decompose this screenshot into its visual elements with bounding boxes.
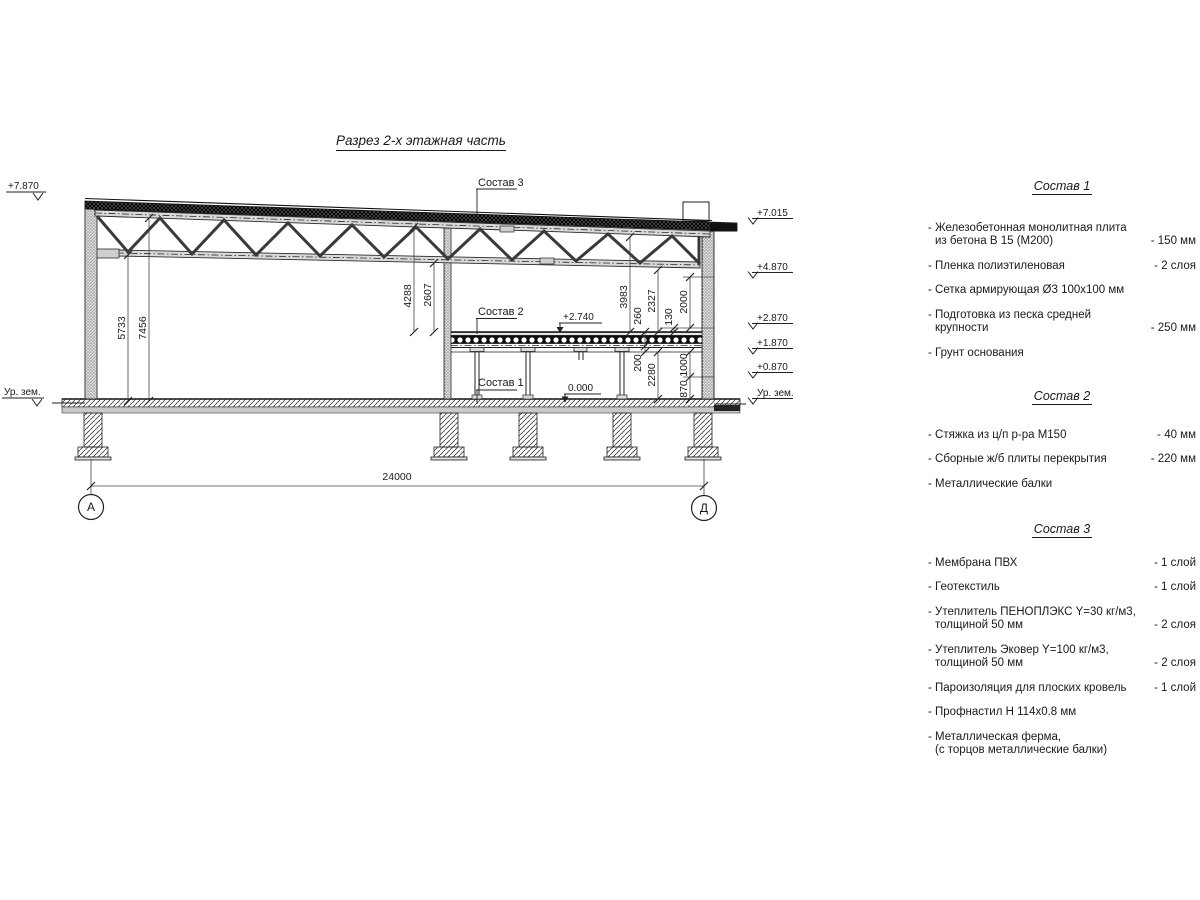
legend-item-text: - Утеплитель Эковер Y=100 кг/м3, толщиной 50 мм xyxy=(928,643,1109,669)
legend-section xyxy=(928,180,1196,360)
legend-item-text: - Пароизоляция для плоских кровель xyxy=(928,681,1127,694)
dim-2280: 2280 xyxy=(646,363,658,387)
dim-4288: 4288 xyxy=(402,284,414,308)
legend-item-text: - Утеплитель ПЕНОПЛЭКС Y=30 кг/м3, толщиной 50 мм xyxy=(928,605,1136,631)
legend-item-value: - 1 слой xyxy=(1153,556,1196,569)
dim-2000: 2000 xyxy=(678,290,690,314)
column xyxy=(615,348,629,400)
legend-section xyxy=(928,390,1196,491)
legend-item xyxy=(928,557,1196,571)
legend-item-text: - Геотекстиль xyxy=(928,581,1000,593)
legend-item-text: - Сборные ж/б плиты перекрытия xyxy=(928,453,1107,465)
legend-item-value: - 2 слоя xyxy=(1154,259,1196,272)
dim-5733: 5733 xyxy=(116,316,128,340)
dim-3983: 3983 xyxy=(618,285,630,309)
dim-1000: 1000 xyxy=(678,353,690,377)
elev-right-3: +1.870 xyxy=(757,338,788,349)
elev-right-4: +0.870 xyxy=(757,362,788,373)
legend-item xyxy=(928,347,1196,361)
drawing-title: Разрез 2-х этажная часть xyxy=(336,133,506,151)
legend-item-value: - 40 мм xyxy=(1157,428,1196,441)
elev-right-2: +2.870 xyxy=(757,313,788,324)
legend-item-text: - Сетка армирующая Ø3 100х100 мм xyxy=(928,284,1125,296)
legend-item xyxy=(928,309,1196,336)
elev-left-top: +7.870 xyxy=(8,181,39,192)
dim-200: 200 xyxy=(632,354,644,372)
dim-7456: 7456 xyxy=(137,316,149,340)
right-wall xyxy=(702,228,714,399)
ground-slab xyxy=(52,399,746,413)
dim-260: 260 xyxy=(632,307,644,325)
foundation-pier xyxy=(84,413,712,447)
column xyxy=(521,348,535,400)
legend-item xyxy=(928,222,1196,249)
legend-item-value: - 1 слой xyxy=(1153,681,1196,694)
dim-24000: 24000 xyxy=(382,471,412,483)
legend-item xyxy=(928,731,1196,758)
axis-markers xyxy=(79,495,717,521)
legend-item-text: - Металлическая ферма, (с торцов металлические балки) xyxy=(928,730,1108,756)
legend-item-text: - Пленка полиэтиленовая xyxy=(928,259,1065,272)
middle-wall xyxy=(444,225,451,399)
legend-section-title: Состав 3 xyxy=(1033,522,1091,536)
legend-item xyxy=(928,606,1196,633)
elev-left-ground: Ур. зем. xyxy=(4,387,41,398)
legend-item-value: - 150 мм xyxy=(1150,235,1196,247)
legend-item-text: - Мембрана ПВХ xyxy=(928,556,1018,569)
truss-bottom-chord xyxy=(117,250,700,268)
dim-2607: 2607 xyxy=(422,283,434,307)
hollow-core-slabs xyxy=(451,336,702,344)
foundation-base xyxy=(75,457,721,460)
dim-870: 870 xyxy=(678,380,690,398)
legend-item-text: - Стяжка из ц/п р-ра М150 xyxy=(928,428,1067,441)
floor-level-mark: 0.000 xyxy=(568,383,594,394)
legend-item-text: - Грунт основания xyxy=(928,346,1024,359)
legend-item xyxy=(928,581,1196,595)
legend-item-text: - Железобетонная монолитная плита из бетона В 15 (М200) xyxy=(928,221,1127,247)
legend-item xyxy=(928,682,1196,696)
foundations xyxy=(75,413,721,460)
legend-panel xyxy=(928,180,1196,769)
legend-item-text: - Подготовка из песка средней крупности xyxy=(928,308,1092,334)
legend-item xyxy=(928,478,1196,492)
legend-item xyxy=(928,644,1196,671)
elev-right-0: +7.015 xyxy=(757,208,788,219)
legend-section-title: Состав 2 xyxy=(1033,389,1091,403)
slab-level-mark: +2.740 xyxy=(563,312,594,323)
legend-item xyxy=(928,453,1196,467)
legend-section-title: Состав 1 xyxy=(1033,179,1091,193)
elev-right-5: Ур. зем. xyxy=(757,388,794,399)
legend-item-value: - 2 слоя xyxy=(1154,619,1196,631)
columns xyxy=(470,348,629,400)
legend-item xyxy=(928,706,1196,720)
legend-item-value: - 220 мм xyxy=(1150,453,1196,465)
legend-item xyxy=(928,284,1196,298)
left-wall xyxy=(85,203,97,399)
label-sostav-2: Состав 2 xyxy=(478,306,524,318)
legend-item-value: - 1 слой xyxy=(1153,581,1196,593)
axis-label-d: Д xyxy=(699,501,709,515)
legend-item-text: - Металлические балки xyxy=(928,477,1053,490)
composition-labels xyxy=(476,177,524,404)
dimension-texts xyxy=(116,283,690,483)
legend-item-text: - Профнастил Н 114х0.8 мм xyxy=(928,706,1077,718)
roof-edge-cap xyxy=(710,224,737,232)
parapet xyxy=(683,202,709,221)
screed-layer xyxy=(451,333,702,336)
foundation-footing xyxy=(78,447,718,457)
beam-joint xyxy=(574,348,587,361)
label-sostav-1: Состав 1 xyxy=(478,377,524,389)
elev-right-1: +4.870 xyxy=(757,262,788,273)
dim-130: 130 xyxy=(663,308,675,326)
legend-item-value: - 2 слоя xyxy=(1154,657,1196,669)
label-sostav-3: Состав 3 xyxy=(478,177,524,189)
dim-2327: 2327 xyxy=(646,289,658,313)
legend-item xyxy=(928,260,1196,274)
axis-label-a: А xyxy=(86,500,96,514)
legend-section xyxy=(928,523,1196,758)
legend-item-value: - 250 мм xyxy=(1150,322,1196,334)
legend-item xyxy=(928,429,1196,443)
